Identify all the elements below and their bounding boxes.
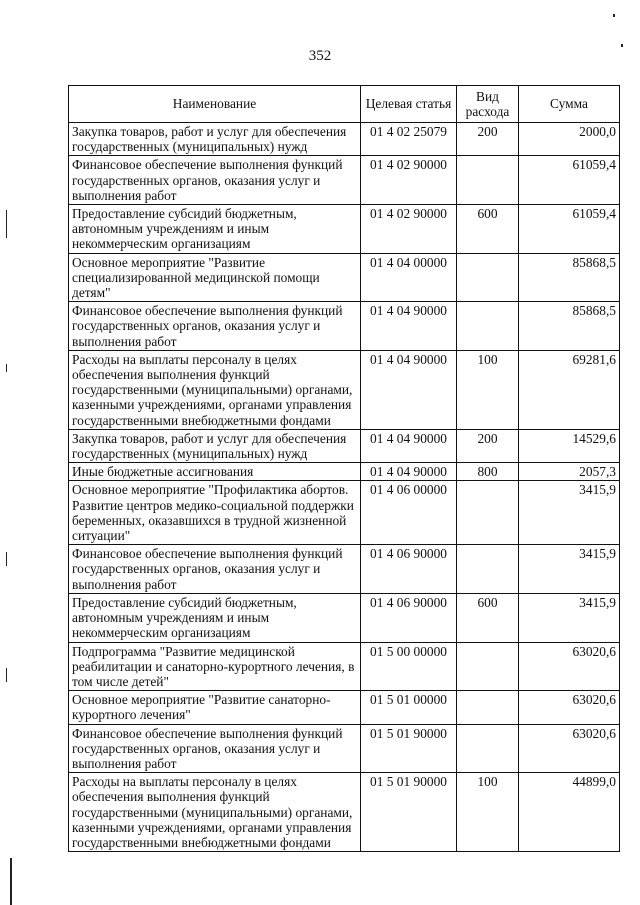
row-code: 01 4 04 90000 (361, 302, 457, 351)
header-type: Вид расхода (457, 86, 519, 123)
row-code: 01 4 02 25079 (361, 123, 457, 156)
row-name: Финансовое обеспечение выполнения функций государственных органов, оказания услуг и выполнения работ (69, 724, 361, 773)
row-type (457, 253, 519, 302)
table-row (69, 642, 620, 691)
row-sum: 85868,5 (519, 302, 620, 351)
row-name: Расходы на выплаты персоналу в целях обеспечения выполнения функций государственными (муниципальными) органами, казенными учреждениями, органами управления государственными внебюджетными фондами (69, 773, 361, 852)
row-type: 600 (457, 205, 519, 254)
row-name: Закупка товаров, работ и услуг для обеспечения государственных (муниципальных) нужд (69, 123, 361, 156)
row-code: 01 5 01 00000 (361, 691, 457, 724)
row-type (457, 642, 519, 691)
row-code: 01 4 04 90000 (361, 429, 457, 462)
row-type (457, 302, 519, 351)
row-sum: 14529,6 (519, 429, 620, 462)
row-sum: 3415,9 (519, 545, 620, 594)
row-sum: 63020,6 (519, 724, 620, 773)
row-name: Финансовое обеспечение выполнения функций государственных органов, оказания услуг и выполнения работ (69, 545, 361, 594)
table-row (69, 156, 620, 205)
row-type: 100 (457, 773, 519, 852)
row-type: 600 (457, 593, 519, 642)
table-row (69, 593, 620, 642)
row-code: 01 4 06 90000 (361, 593, 457, 642)
scan-mark-left-1 (6, 210, 7, 238)
row-name: Финансовое обеспечение выполнения функций государственных органов, оказания услуг и выполнения работ (69, 156, 361, 205)
table-header-row (69, 86, 620, 123)
row-type: 200 (457, 123, 519, 156)
row-name: Финансовое обеспечение выполнения функций государственных органов, оказания услуг и выполнения работ (69, 302, 361, 351)
row-sum: 3415,9 (519, 593, 620, 642)
page-number: 352 (308, 48, 332, 64)
row-type (457, 156, 519, 205)
row-sum: 3415,9 (519, 481, 620, 545)
table-row (69, 545, 620, 594)
row-type (457, 545, 519, 594)
budget-table (68, 85, 620, 852)
table-row (69, 350, 620, 429)
row-sum: 63020,6 (519, 691, 620, 724)
table-row (69, 253, 620, 302)
row-sum: 69281,6 (519, 350, 620, 429)
row-code: 01 4 04 90000 (361, 350, 457, 429)
table-row (69, 691, 620, 724)
row-sum: 44899,0 (519, 773, 620, 852)
table-row (69, 773, 620, 852)
table-row (69, 481, 620, 545)
row-code: 01 5 00 00000 (361, 642, 457, 691)
row-name: Закупка товаров, работ и услуг для обеспечения государственных (муниципальных) нужд (69, 429, 361, 462)
row-name: Предоставление субсидий бюджетным, автономным учреждениям и иным некоммерческим организациям (69, 593, 361, 642)
scan-mark-right (621, 44, 623, 47)
scan-mark-top-right (613, 14, 615, 17)
row-type: 800 (457, 463, 519, 481)
row-code: 01 5 01 90000 (361, 724, 457, 773)
table-row (69, 463, 620, 481)
row-code: 01 4 06 90000 (361, 545, 457, 594)
header-name: Наименование (69, 86, 361, 123)
row-code: 01 4 06 00000 (361, 481, 457, 545)
row-name: Основное мероприятие "Профилактика абортов. Развитие центров медико-социальной поддержки беременных, оказавшихся в трудной жизненной ситуации" (69, 481, 361, 545)
scan-mark-left-4 (6, 668, 7, 682)
row-sum: 61059,4 (519, 205, 620, 254)
row-name: Подпрограмма "Развитие медицинской реабилитации и санаторно-курортного лечения, в том числе детей" (69, 642, 361, 691)
row-sum: 61059,4 (519, 156, 620, 205)
scan-mark-left-3 (6, 552, 7, 566)
row-code: 01 4 02 90000 (361, 156, 457, 205)
row-sum: 2057,3 (519, 463, 620, 481)
row-name: Основное мероприятие "Развитие санаторно-курортного лечения" (69, 691, 361, 724)
row-name: Расходы на выплаты персоналу в целях обеспечения выполнения функций государственными (муниципальными) органами, казенными учреждениями, органами управления государственными внебюджетными фондами (69, 350, 361, 429)
row-sum: 63020,6 (519, 642, 620, 691)
row-code: 01 4 04 90000 (361, 463, 457, 481)
row-type (457, 481, 519, 545)
row-sum: 2000,0 (519, 123, 620, 156)
row-name: Предоставление субсидий бюджетным, автономным учреждениям и иным некоммерческим организациям (69, 205, 361, 254)
row-sum: 85868,5 (519, 253, 620, 302)
header-sum: Сумма (519, 86, 620, 123)
table-row (69, 724, 620, 773)
row-type (457, 691, 519, 724)
row-name: Основное мероприятие "Развитие специализированной медицинской помощи детям" (69, 253, 361, 302)
scan-mark-left-2 (6, 364, 7, 372)
row-code: 01 5 01 90000 (361, 773, 457, 852)
table-row (69, 123, 620, 156)
row-type (457, 724, 519, 773)
table-row (69, 429, 620, 462)
scan-mark-left-5 (10, 858, 12, 905)
row-name: Иные бюджетные ассигнования (69, 463, 361, 481)
row-type: 100 (457, 350, 519, 429)
row-type: 200 (457, 429, 519, 462)
row-code: 01 4 04 00000 (361, 253, 457, 302)
table-row (69, 205, 620, 254)
row-code: 01 4 02 90000 (361, 205, 457, 254)
header-code: Целевая статья (361, 86, 457, 123)
table-row (69, 302, 620, 351)
